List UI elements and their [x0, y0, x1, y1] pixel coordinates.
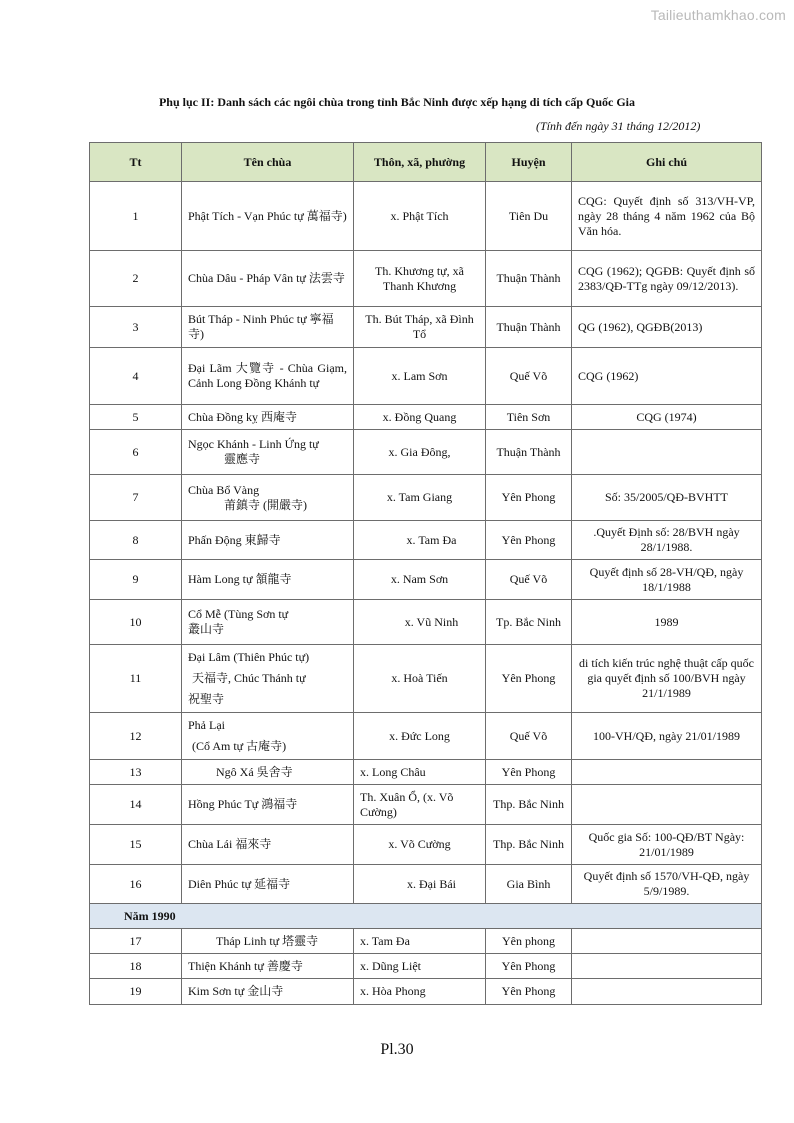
- cell-ten: Đại Lãm 大覽寺 - Chùa Giạm, Cảnh Long Đồng Khánh tự: [182, 348, 354, 405]
- table-row: [90, 405, 762, 430]
- ten-line: Đại Lâm (Thiên Phúc tự): [188, 650, 310, 664]
- header-ten-chua: Tên chùa: [182, 143, 354, 182]
- cell-thon: x. Đồng Quang: [354, 405, 486, 430]
- cell-ten: Phật Tích - Vạn Phúc tự 萬福寺): [182, 182, 354, 251]
- cell-huyen: Yên Phong: [486, 979, 572, 1005]
- cell-tt: 10: [90, 600, 182, 645]
- cell-ghi: QG (1962), QGĐB(2013): [572, 307, 762, 348]
- section-label: Năm 1990: [90, 904, 762, 929]
- cell-huyen: Tp. Bắc Ninh: [486, 600, 572, 645]
- cell-huyen: Thp. Bắc Ninh: [486, 825, 572, 865]
- cell-huyen: Tiên Sơn: [486, 405, 572, 430]
- ten-line: Phả Lại: [188, 718, 225, 732]
- cell-ten: Chùa Dâu - Pháp Vân tự 法雲寺: [182, 251, 354, 307]
- cell-tt: 17: [90, 929, 182, 954]
- cell-ghi: CQG (1962): [572, 348, 762, 405]
- table-row: [90, 979, 762, 1005]
- cell-ghi: CQG: Quyết định số 313/VH-VP, ngày 28 tháng 4 năm 1962 của Bộ Văn hóa.: [572, 182, 762, 251]
- cell-thon: x. Đại Bái: [354, 865, 486, 904]
- cell-ghi: di tích kiến trúc nghệ thuật cấp quốc gia quyết định số 100/BVH ngày 21/1/1989: [572, 645, 762, 713]
- cell-ten: [182, 430, 354, 475]
- cell-ten: Hồng Phúc Tự 鴻福寺: [182, 785, 354, 825]
- table-row: [90, 865, 762, 904]
- cell-huyen: Quế Võ: [486, 348, 572, 405]
- cell-tt: 6: [90, 430, 182, 475]
- header-ghi-chu: Ghi chú: [572, 143, 762, 182]
- cell-thon: x. Đức Long: [354, 713, 486, 760]
- cell-huyen: Thuận Thành: [486, 307, 572, 348]
- page-number: Pl.30: [380, 1041, 414, 1058]
- cell-ghi: 1989: [572, 600, 762, 645]
- ten-line: Chùa Bổ Vàng: [188, 482, 260, 497]
- ten-line: Cổ Mễ (Tùng Sơn tự: [188, 607, 289, 621]
- cell-ghi: [572, 760, 762, 785]
- header-thon-xa: Thôn, xã, phường: [354, 143, 486, 182]
- cell-ghi: CQG (1962); QGĐB: Quyết định số 2383/QĐ-TTg ngày 09/12/2013).: [572, 251, 762, 307]
- cell-thon: x. Gia Đông,: [354, 430, 486, 475]
- table-row: [90, 929, 762, 954]
- cell-thon: x. Võ Cường: [354, 825, 486, 865]
- cell-ghi: 100-VH/QĐ, ngày 21/01/1989: [572, 713, 762, 760]
- cell-huyen: Yên Phong: [486, 475, 572, 521]
- cell-thon: x. Tam Đa: [354, 929, 486, 954]
- watermark: Tailieuthamkhao.com: [650, 7, 786, 23]
- table-row: [90, 825, 762, 865]
- cell-thon: x. Phật Tích: [354, 182, 486, 251]
- cell-ten: [182, 713, 354, 760]
- cell-tt: 1: [90, 182, 182, 251]
- ten-line: 叢山寺: [188, 622, 225, 636]
- cell-ten: Chùa Đồng kỵ 西庵寺: [182, 405, 354, 430]
- cell-thon: x. Lam Sơn: [354, 348, 486, 405]
- cell-ten: Ngô Xá 吳舍寺: [182, 760, 354, 785]
- table-row: [90, 785, 762, 825]
- cell-tt: 9: [90, 560, 182, 600]
- table-row: [90, 713, 762, 760]
- cell-tt: 19: [90, 979, 182, 1005]
- cell-huyen: Thuận Thành: [486, 430, 572, 475]
- cell-ghi: Số: 35/2005/QĐ-BVHTT: [572, 475, 762, 521]
- cell-tt: 16: [90, 865, 182, 904]
- cell-thon: x. Hoà Tiến: [354, 645, 486, 713]
- table-row: [90, 954, 762, 979]
- page-subtitle: (Tính đến ngày 31 tháng 12/2012): [536, 119, 701, 133]
- cell-thon: x. Vũ Ninh: [354, 600, 486, 645]
- cell-tt: 11: [90, 645, 182, 713]
- cell-ten: Diên Phúc tự 延福寺: [182, 865, 354, 904]
- cell-ten: [182, 475, 354, 521]
- cell-tt: 13: [90, 760, 182, 785]
- header-tt: Tt: [90, 143, 182, 182]
- cell-thon: Th. Xuân Ổ, (x. Võ Cường): [354, 785, 486, 825]
- cell-ten: Kim Sơn tự 金山寺: [182, 979, 354, 1005]
- cell-ten: Chùa Lái 福來寺: [182, 825, 354, 865]
- cell-tt: 15: [90, 825, 182, 865]
- cell-tt: 12: [90, 713, 182, 760]
- cell-thon: x. Long Châu: [354, 760, 486, 785]
- cell-ghi: [572, 430, 762, 475]
- cell-ten: Tháp Linh tự 塔靈寺: [182, 929, 354, 954]
- table-header-row: [90, 143, 762, 182]
- cell-huyen: Yên phong: [486, 929, 572, 954]
- cell-thon: Th. Bút Tháp, xã Đình Tổ: [354, 307, 486, 348]
- cell-tt: 8: [90, 521, 182, 560]
- cell-ghi: [572, 929, 762, 954]
- cell-tt: 3: [90, 307, 182, 348]
- cell-tt: 4: [90, 348, 182, 405]
- cell-huyen: Thuận Thành: [486, 251, 572, 307]
- table-row: [90, 521, 762, 560]
- table-row: [90, 600, 762, 645]
- cell-huyen: Tiên Du: [486, 182, 572, 251]
- ten-line: 靈應寺: [224, 452, 261, 466]
- cell-ghi: CQG (1974): [572, 405, 762, 430]
- cell-huyen: Yên Phong: [486, 954, 572, 979]
- ten-line: (Cổ Am tự 古庵寺): [192, 739, 287, 753]
- ten-line: 莆鎮寺 (開嚴寺): [224, 497, 307, 512]
- cell-thon: x. Dũng Liệt: [354, 954, 486, 979]
- section-row: [90, 904, 762, 929]
- table-row: [90, 182, 762, 251]
- table-row: [90, 560, 762, 600]
- page-title: Phụ lục II: Danh sách các ngôi chùa trong tỉnh Bắc Ninh được xếp hạng di tích cấp Quốc Gia: [158, 95, 636, 109]
- cell-ghi: [572, 979, 762, 1005]
- cell-huyen: Gia Bình: [486, 865, 572, 904]
- cell-ghi: .Quyết Định số: 28/BVH ngày 28/1/1988.: [572, 521, 762, 560]
- table-row: [90, 645, 762, 713]
- cell-tt: 2: [90, 251, 182, 307]
- table-row: [90, 251, 762, 307]
- cell-ghi: Quốc gia Số: 100-QĐ/BT Ngày: 21/01/1989: [572, 825, 762, 865]
- temple-table: [89, 142, 762, 1005]
- cell-tt: 18: [90, 954, 182, 979]
- table-row: [90, 760, 762, 785]
- cell-tt: 5: [90, 405, 182, 430]
- ten-line: 天福寺, Chúc Thánh tự: [192, 671, 306, 685]
- cell-ghi: [572, 954, 762, 979]
- ten-line: 祝聖寺: [188, 692, 225, 706]
- cell-huyen: Quế Võ: [486, 713, 572, 760]
- cell-huyen: Quế Võ: [486, 560, 572, 600]
- cell-huyen: Thp. Bắc Ninh: [486, 785, 572, 825]
- table-row: [90, 348, 762, 405]
- cell-thon: x. Tam Giang: [354, 475, 486, 521]
- cell-huyen: Yên Phong: [486, 645, 572, 713]
- cell-ten: [182, 600, 354, 645]
- table-row: [90, 307, 762, 348]
- cell-ten: Bút Tháp - Ninh Phúc tự 寧福寺): [182, 307, 354, 348]
- cell-ten: Thiện Khánh tự 善慶寺: [182, 954, 354, 979]
- cell-ghi: Quyết định số 1570/VH-QĐ, ngày 5/9/1989.: [572, 865, 762, 904]
- cell-thon: x. Hòa Phong: [354, 979, 486, 1005]
- cell-huyen: Yên Phong: [486, 760, 572, 785]
- cell-ghi: [572, 785, 762, 825]
- header-huyen: Huyện: [486, 143, 572, 182]
- cell-thon: Th. Khương tự, xã Thanh Khương: [354, 251, 486, 307]
- cell-ten: Phấn Động 東歸寺: [182, 521, 354, 560]
- table-row: [90, 430, 762, 475]
- cell-ten: [182, 645, 354, 713]
- table-row: [90, 475, 762, 521]
- ten-line: Ngọc Khánh - Linh Ứng tự: [188, 437, 319, 451]
- cell-thon: x. Tam Đa: [354, 521, 486, 560]
- cell-ten: Hàm Long tự 頷龍寺: [182, 560, 354, 600]
- cell-ghi: Quyết định số 28-VH/QĐ, ngày 18/1/1988: [572, 560, 762, 600]
- cell-tt: 14: [90, 785, 182, 825]
- cell-thon: x. Nam Sơn: [354, 560, 486, 600]
- cell-tt: 7: [90, 475, 182, 521]
- cell-huyen: Yên Phong: [486, 521, 572, 560]
